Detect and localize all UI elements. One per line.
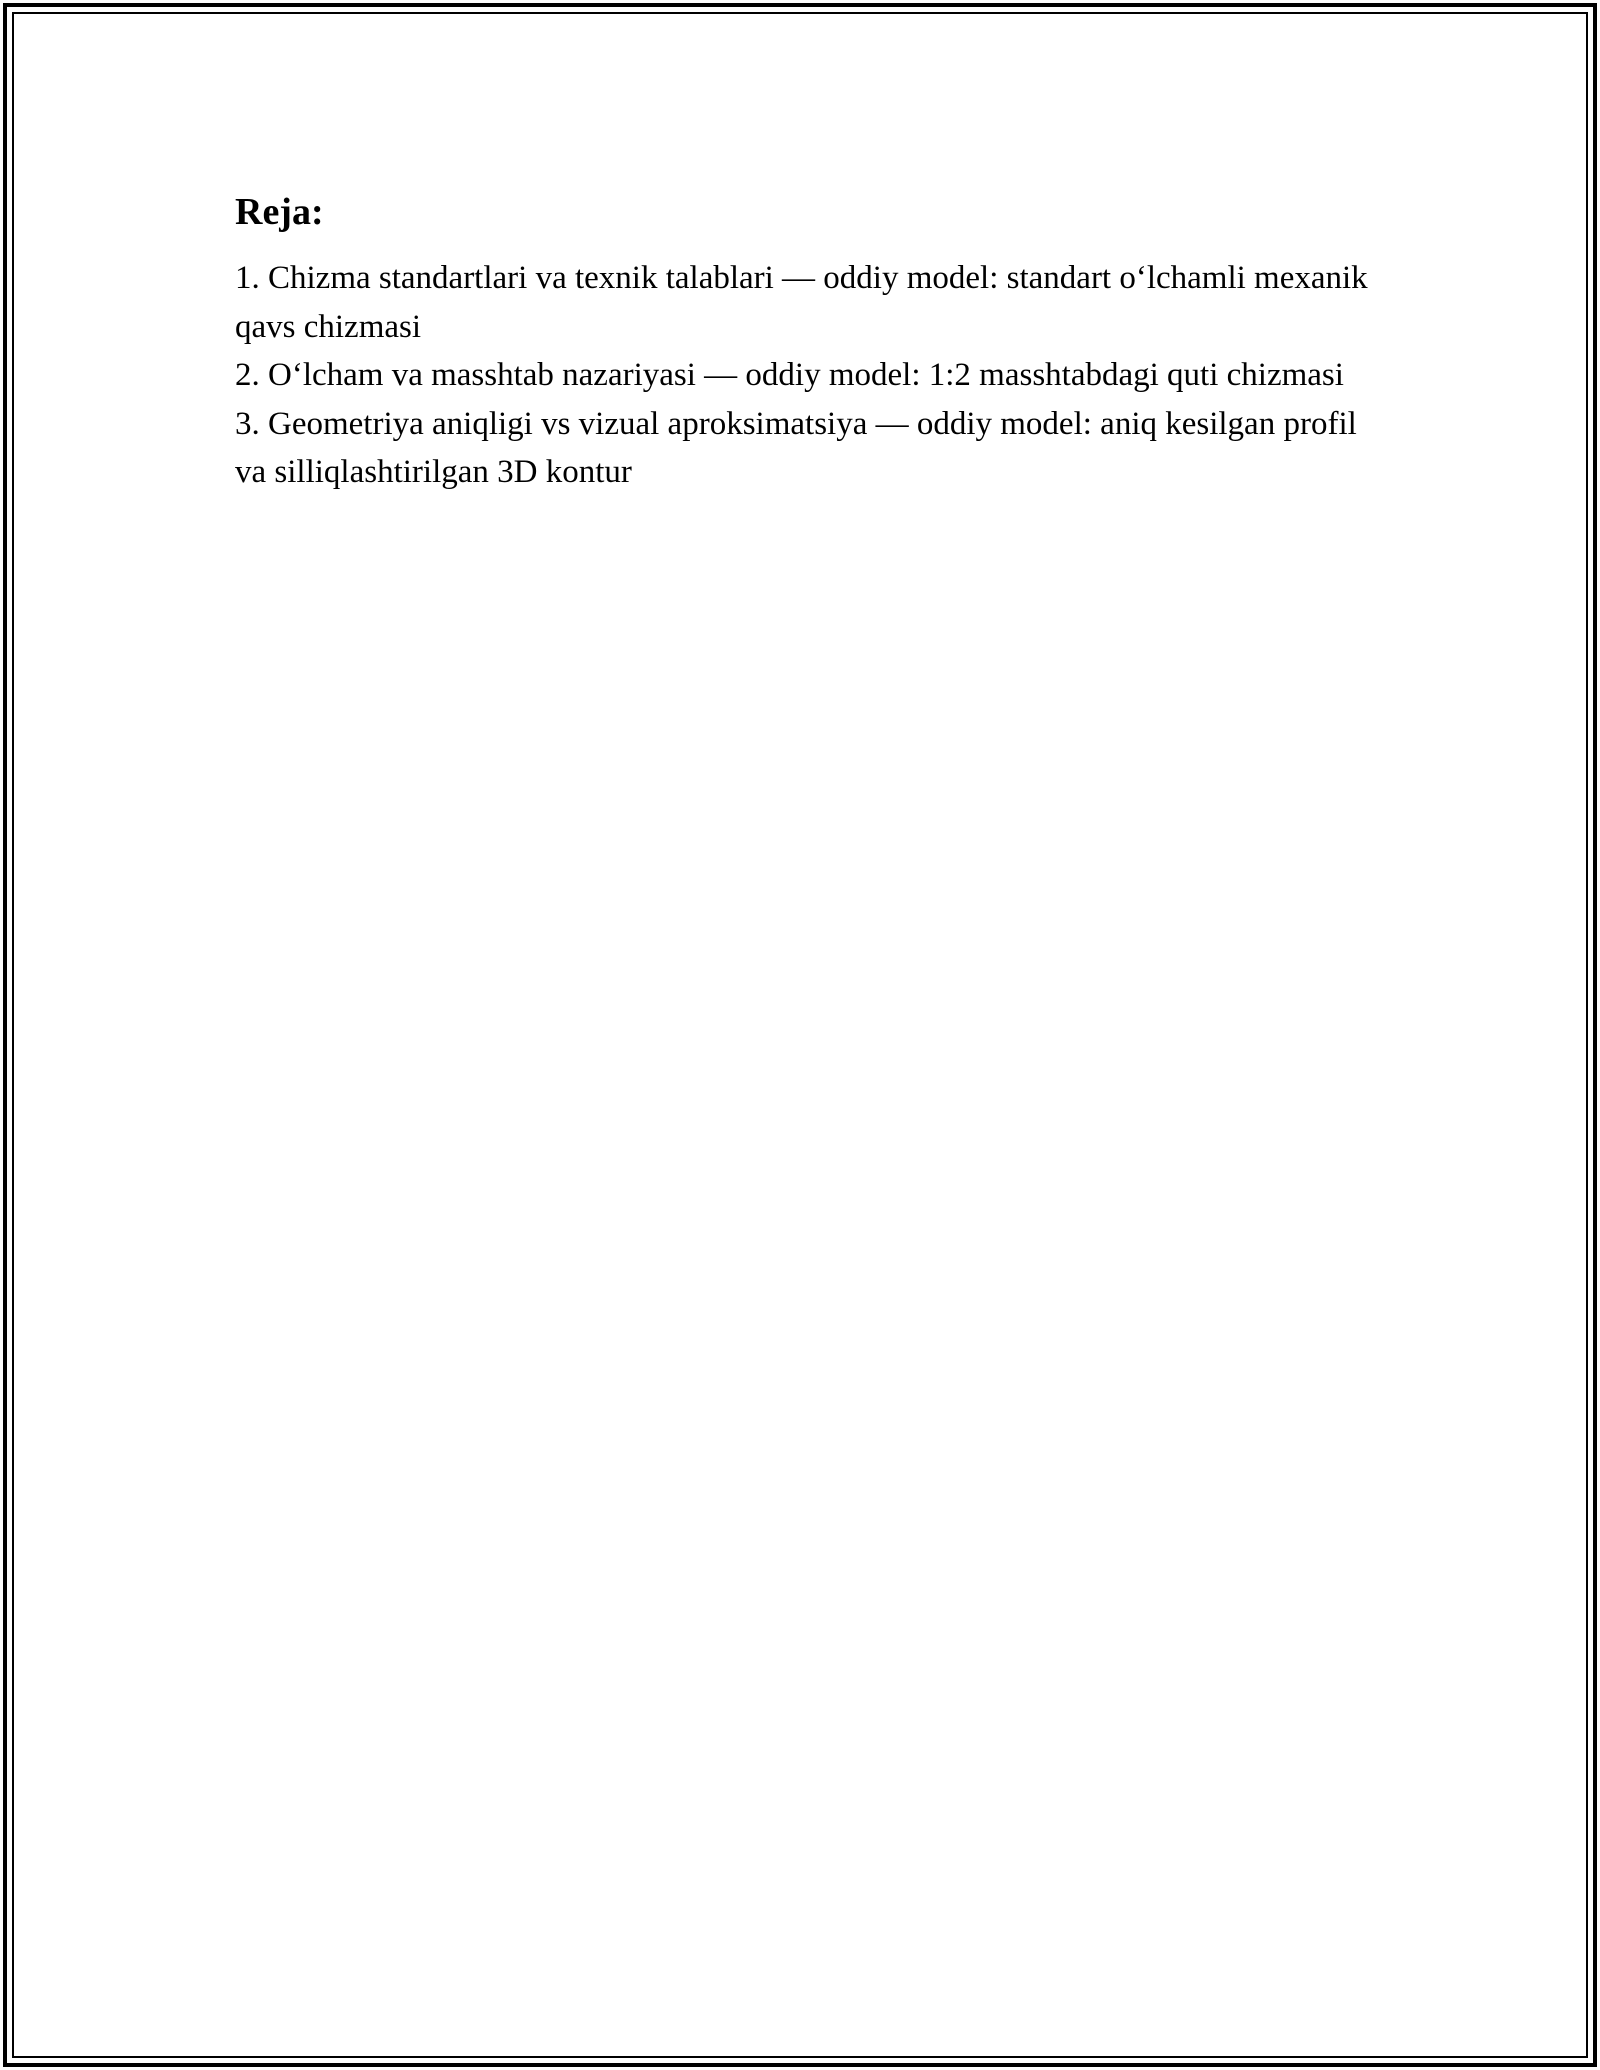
plan-item-1: 1. Chizma standartlari va texnik talablari — oddiy model: standart o‘lchamli mexanik qavs chizmasi: [235, 260, 1368, 345]
page-content: [235, 186, 1375, 497]
plan-item-2: 2. O‘lcham va masshtab nazariyasi — oddiy model: 1:2 masshtabdagi quti chizmasi: [235, 357, 1344, 393]
plan-heading: Reja:: [235, 191, 324, 233]
plan-item-3: 3. Geometriya aniqligi vs vizual aproksimatsiya — oddiy model: aniq kesilgan profil va silliqlashtirilgan 3D kontur: [235, 405, 1357, 490]
plan-list: [235, 254, 1375, 497]
